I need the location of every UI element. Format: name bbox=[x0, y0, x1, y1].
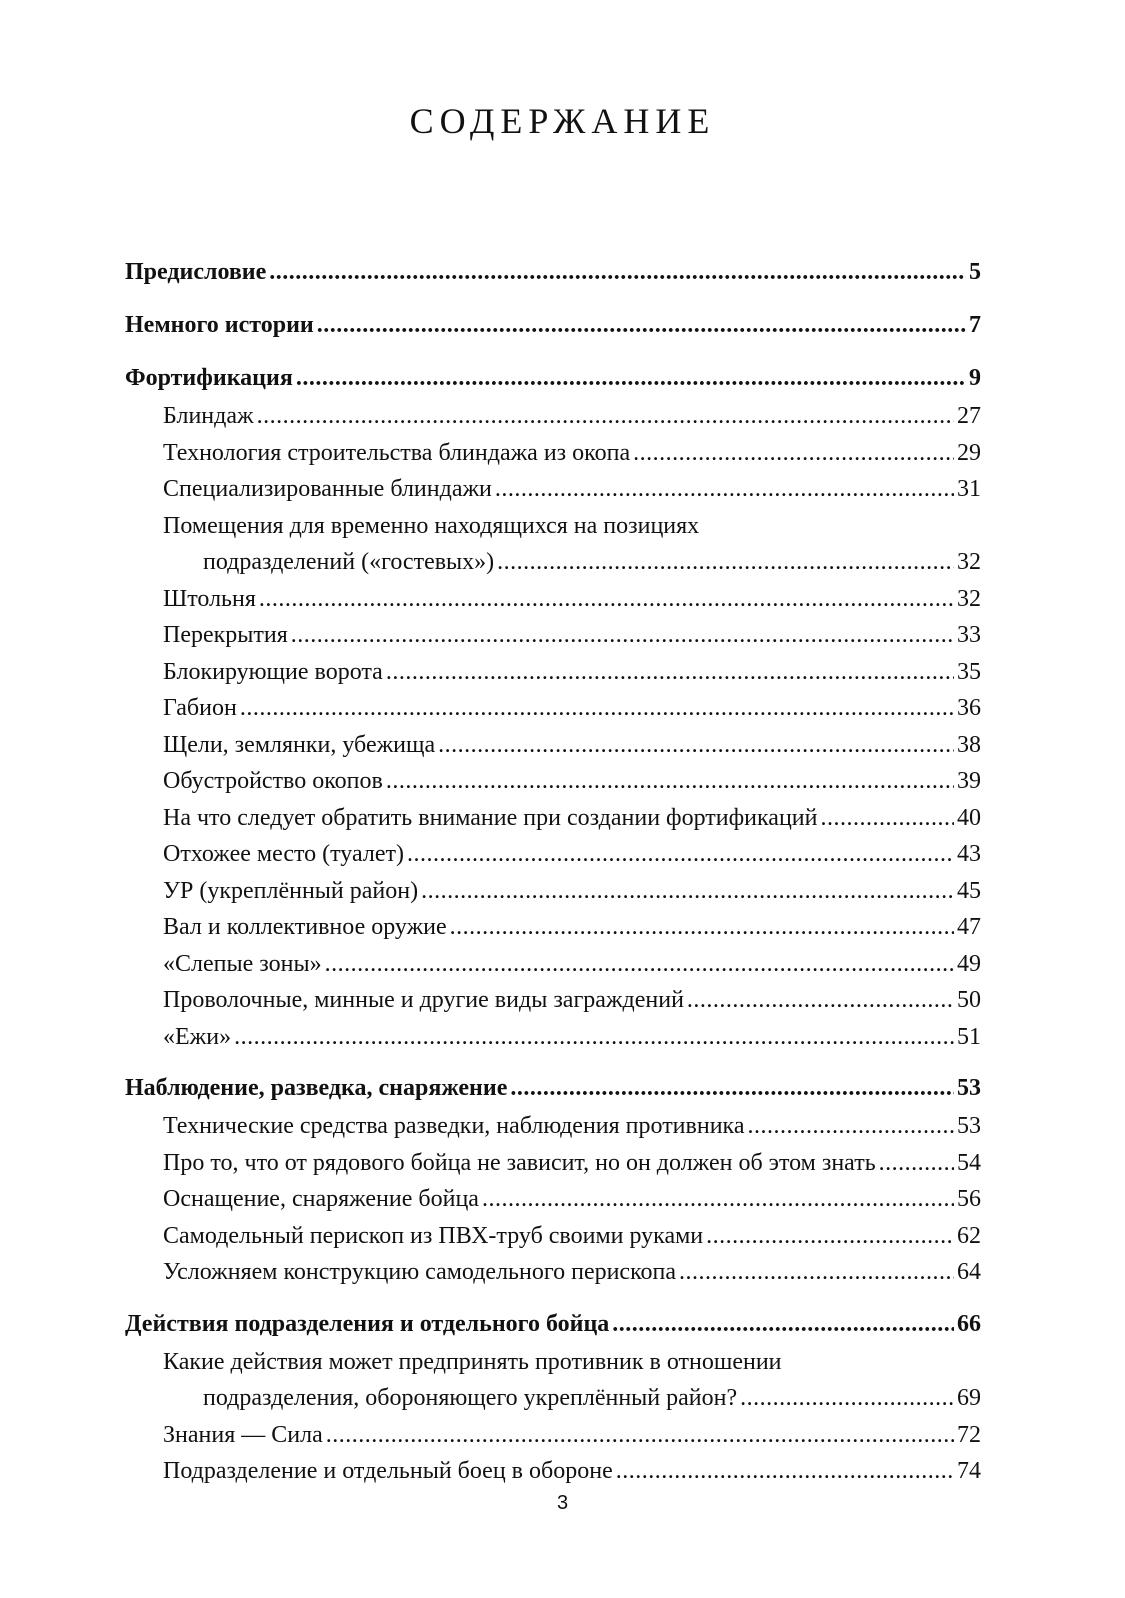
dot-leader bbox=[482, 1181, 954, 1218]
dot-leader bbox=[257, 398, 954, 435]
toc-entry-page: 53 bbox=[957, 1113, 981, 1139]
toc-entry-title: Самодельный перископ из ПВХ-труб своими руками bbox=[163, 1222, 704, 1249]
toc-entry-page: 62 bbox=[957, 1222, 981, 1249]
toc-entry-title: Блокирующие ворота bbox=[163, 658, 383, 685]
dot-leader bbox=[612, 1304, 954, 1344]
dot-leader bbox=[240, 690, 954, 727]
dot-leader bbox=[325, 946, 954, 983]
toc-entry-title: подразделений («гостевых») bbox=[203, 549, 495, 575]
toc-entry[interactable] bbox=[125, 1254, 981, 1291]
toc-entry-title: Щели, землянки, убежища bbox=[163, 731, 436, 758]
toc-entry-title: Предисловие bbox=[125, 259, 267, 285]
dot-leader bbox=[510, 1068, 954, 1108]
toc-entry[interactable] bbox=[125, 727, 981, 764]
toc-entry[interactable] bbox=[125, 471, 981, 508]
dot-leader bbox=[497, 544, 954, 581]
toc-section bbox=[125, 1304, 981, 1490]
dot-leader bbox=[687, 982, 954, 1019]
dot-leader bbox=[291, 617, 954, 654]
toc-entry[interactable] bbox=[125, 1145, 981, 1182]
dot-leader bbox=[821, 800, 955, 837]
toc-entry-title: Оснащение, снаряжение бойца bbox=[163, 1186, 479, 1212]
toc-entry-title: На что следует обратить внимание при создании фортификаций bbox=[163, 804, 818, 831]
toc-section-entry[interactable] bbox=[125, 1068, 981, 1108]
toc-entry-title: Про то, что от рядового бойца не зависит, но он должен об этом знать bbox=[163, 1149, 876, 1176]
toc-entry-page: 64 bbox=[957, 1259, 981, 1285]
toc-entry[interactable] bbox=[125, 581, 981, 618]
toc-entry[interactable] bbox=[125, 1218, 981, 1255]
toc-section bbox=[125, 305, 981, 345]
toc-entry-title: Специализированные блиндажи bbox=[163, 476, 492, 502]
toc-entry-title: УР (укреплённый район) bbox=[163, 877, 419, 904]
toc-entry-page: 53 bbox=[957, 1075, 981, 1101]
toc-entry-page: 54 bbox=[957, 1149, 981, 1176]
toc-entry-title: Отхожее место (туалет) bbox=[163, 841, 404, 867]
toc-entry-title: Технология строительства блиндажа из окопа bbox=[163, 439, 631, 466]
toc-entry-page: 32 bbox=[957, 585, 981, 612]
dot-leader bbox=[234, 1019, 954, 1056]
dot-leader bbox=[706, 1218, 954, 1255]
toc-entry[interactable] bbox=[125, 1453, 981, 1490]
toc-entry[interactable] bbox=[125, 617, 981, 654]
toc-entry-label-line: Какие действия может предпринять противник в отношении bbox=[163, 1348, 782, 1375]
toc-entry-title: Наблюдение, разведка, снаряжение bbox=[125, 1075, 508, 1101]
toc-entry-page: 38 bbox=[957, 731, 981, 758]
toc-entry-title: Знания — Сила bbox=[163, 1421, 323, 1448]
toc-entry-page: 27 bbox=[957, 403, 981, 429]
dot-leader bbox=[616, 1453, 954, 1490]
dot-leader bbox=[326, 1417, 954, 1454]
toc-entry-title: Блиндаж bbox=[163, 403, 254, 429]
toc-entry[interactable] bbox=[125, 982, 981, 1019]
toc-entry-page: 72 bbox=[957, 1421, 981, 1448]
dot-leader bbox=[633, 435, 954, 472]
toc-entry-title: Подразделение и отдельный боец в обороне bbox=[163, 1458, 613, 1484]
toc-entry-page: 66 bbox=[957, 1310, 981, 1337]
toc-entry[interactable] bbox=[125, 1019, 981, 1056]
toc-entry[interactable] bbox=[125, 946, 981, 983]
toc-section-entry[interactable] bbox=[125, 252, 981, 292]
toc-entry-page: 5 bbox=[969, 259, 981, 285]
dot-leader bbox=[495, 471, 954, 508]
toc-entry[interactable] bbox=[125, 1417, 981, 1454]
toc-entry-title: Технические средства разведки, наблюдения противника bbox=[163, 1113, 745, 1139]
toc-section-entry[interactable] bbox=[125, 358, 981, 398]
dot-leader bbox=[450, 909, 954, 946]
dot-leader bbox=[438, 727, 954, 764]
toc-entry-page: 49 bbox=[957, 950, 981, 977]
page-title: СОДЕРЖАНИЕ bbox=[409, 101, 716, 141]
toc-section-entry[interactable] bbox=[125, 305, 981, 345]
toc-entry-page: 74 bbox=[957, 1458, 981, 1484]
dot-leader bbox=[748, 1108, 955, 1145]
page-number: 3 bbox=[556, 1492, 569, 1514]
toc-entry-page: 40 bbox=[957, 804, 981, 831]
toc-entry-title: «Ежи» bbox=[163, 1023, 232, 1050]
toc-entry-page: 47 bbox=[957, 914, 981, 940]
toc-entry-page: 39 bbox=[957, 768, 981, 794]
toc-entry[interactable] bbox=[125, 1380, 981, 1417]
toc-entry[interactable] bbox=[125, 800, 981, 837]
toc-entry[interactable] bbox=[125, 435, 981, 472]
toc-section bbox=[125, 358, 981, 1055]
dot-leader bbox=[879, 1145, 954, 1182]
dot-leader bbox=[679, 1254, 954, 1291]
toc-entry-page: 29 bbox=[957, 439, 981, 466]
toc-entry-title: Фортификация bbox=[125, 365, 293, 391]
toc-entry[interactable] bbox=[125, 873, 981, 910]
dot-leader bbox=[407, 836, 954, 873]
toc-entry[interactable] bbox=[125, 690, 981, 727]
toc-entry-page: 50 bbox=[957, 987, 981, 1013]
toc-entry-title: Вал и коллективное оружие bbox=[163, 914, 447, 940]
toc-entry-page: 56 bbox=[957, 1186, 981, 1212]
toc-entry[interactable] bbox=[125, 909, 981, 946]
toc-entry-title: Перекрытия bbox=[163, 622, 288, 648]
toc-entry[interactable] bbox=[125, 763, 981, 800]
toc-entry-page: 33 bbox=[957, 622, 981, 648]
dot-leader bbox=[740, 1380, 954, 1417]
dot-leader bbox=[259, 581, 954, 618]
toc-entry-page: 7 bbox=[969, 312, 981, 338]
dot-leader bbox=[317, 305, 966, 345]
toc-entry-page: 32 bbox=[957, 549, 981, 575]
dot-leader bbox=[269, 252, 966, 292]
table-of-contents bbox=[125, 252, 981, 1503]
toc-entry[interactable] bbox=[125, 544, 981, 581]
toc-entry[interactable] bbox=[125, 398, 981, 435]
toc-entry-page: 43 bbox=[957, 841, 981, 867]
toc-entry-title: Обустройство окопов bbox=[163, 768, 383, 794]
toc-entry-title: Штольня bbox=[163, 585, 256, 612]
toc-entry[interactable] bbox=[125, 1108, 981, 1145]
toc-entry-page: 9 bbox=[969, 365, 981, 391]
toc-entry-page: 69 bbox=[957, 1385, 981, 1411]
toc-entry-title: Усложняем конструкцию самодельного перископа bbox=[163, 1259, 677, 1285]
toc-entry-title: Габион bbox=[163, 695, 237, 721]
toc-entry-title: Проволочные, минные и другие виды заграждений bbox=[163, 987, 684, 1013]
toc-entry[interactable] bbox=[125, 1181, 981, 1218]
toc-entry-page: 31 bbox=[957, 476, 981, 502]
toc-entry[interactable] bbox=[125, 654, 981, 691]
toc-section bbox=[125, 252, 981, 292]
toc-entry-title: «Слепые зоны» bbox=[163, 950, 322, 977]
dot-leader bbox=[386, 654, 954, 691]
toc-section-entry[interactable] bbox=[125, 1304, 981, 1344]
toc-entry-label-line: Помещения для временно находящихся на позициях bbox=[163, 512, 700, 539]
toc-entry-page: 35 bbox=[957, 658, 981, 685]
toc-entry-title: подразделения, обороняющего укреплённый район? bbox=[203, 1385, 738, 1411]
toc-entry-page: 51 bbox=[957, 1023, 981, 1050]
toc-entry-title: Немного истории bbox=[125, 312, 314, 338]
dot-leader bbox=[386, 763, 954, 800]
toc-entry-page: 45 bbox=[957, 877, 981, 904]
toc-entry-title: Действия подразделения и отдельного бойца bbox=[125, 1310, 610, 1337]
dot-leader bbox=[421, 873, 954, 910]
toc-section bbox=[125, 1068, 981, 1291]
dot-leader bbox=[296, 358, 966, 398]
toc-entry-page: 36 bbox=[957, 695, 981, 721]
toc-entry[interactable] bbox=[125, 836, 981, 873]
